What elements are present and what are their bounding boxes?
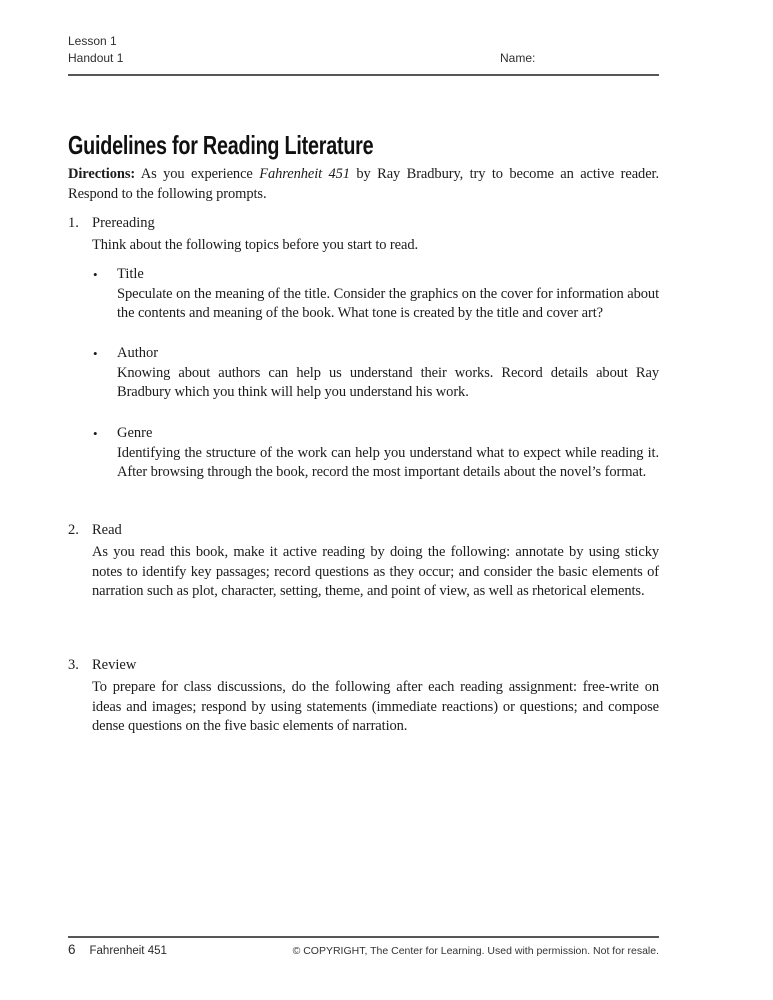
bullet-heading: Title	[117, 266, 144, 282]
footer-book-title: Fahrenheit 451	[89, 945, 167, 957]
bullet-text: Speculate on the meaning of the title. Consider the graphics on the cover for information about the contents and meaning of the book. What tone is created by the title and cover art?	[117, 285, 659, 321]
bullet-icon: •	[93, 426, 98, 441]
bullet-item-genre	[93, 424, 659, 483]
directions-text-after: by Ray Bradbury, try to become an active reader. Respond to the following prompts.	[68, 166, 659, 202]
directions	[68, 165, 659, 204]
section-number: 1.	[68, 215, 79, 231]
section-heading: Read	[92, 522, 122, 538]
footer-rule	[68, 936, 659, 938]
name-label: Name:	[500, 51, 536, 65]
section-heading: Prereading	[92, 215, 155, 231]
header-rule	[68, 74, 659, 76]
page-number: 6	[68, 942, 76, 957]
directions-label: Directions:	[68, 166, 136, 182]
section-review	[68, 656, 659, 786]
bullet-heading: Genre	[117, 425, 153, 441]
book-title-italic: Fahrenheit 451	[259, 166, 350, 182]
page-title: Guidelines for Reading Literature	[68, 130, 374, 160]
section-prereading	[68, 214, 659, 514]
lesson-label: Lesson 1	[68, 34, 117, 48]
bullet-item-author	[93, 344, 659, 403]
section-intro: Think about the following topics before you start to read.	[92, 237, 419, 253]
section-number: 3.	[68, 657, 79, 673]
section-intro: As you read this book, make it active reading by doing the following: annotate by using sticky notes to identify key passages; record questions as they occur; and consider the basic elements of narration such as plot, character, setting, theme, and point of view, as well as rhetorical elements.	[92, 544, 659, 599]
page-footer	[68, 942, 659, 957]
section-number: 2.	[68, 522, 79, 538]
bullet-icon: •	[93, 346, 98, 361]
bullet-text: Knowing about authors can help us understand their works. Record details about Ray Bradbury which you think will help you understand his work.	[117, 364, 659, 400]
section-read	[68, 521, 659, 651]
bullet-item-title	[93, 265, 659, 324]
directions-text-before: As you experience	[140, 166, 253, 182]
section-heading: Review	[92, 657, 137, 673]
page-header	[68, 33, 123, 67]
bullet-heading: Author	[117, 345, 159, 361]
handout-label: Handout 1	[68, 51, 124, 65]
section-intro: To prepare for class discussions, do the following after each reading assignment: free-write on ideas and images; respond by using statements (immediate reactions) or questions; and compose dense questions on the five basic elements of narration.	[92, 679, 659, 734]
copyright-notice: © COPYRIGHT, The Center for Learning. Used with permission. Not for resale.	[292, 945, 659, 957]
bullet-icon: •	[93, 267, 98, 282]
bullet-text: Identifying the structure of the work can help you understand what to expect while reading it. After browsing through the book, record the most important details about the novel’s format.	[117, 444, 659, 480]
